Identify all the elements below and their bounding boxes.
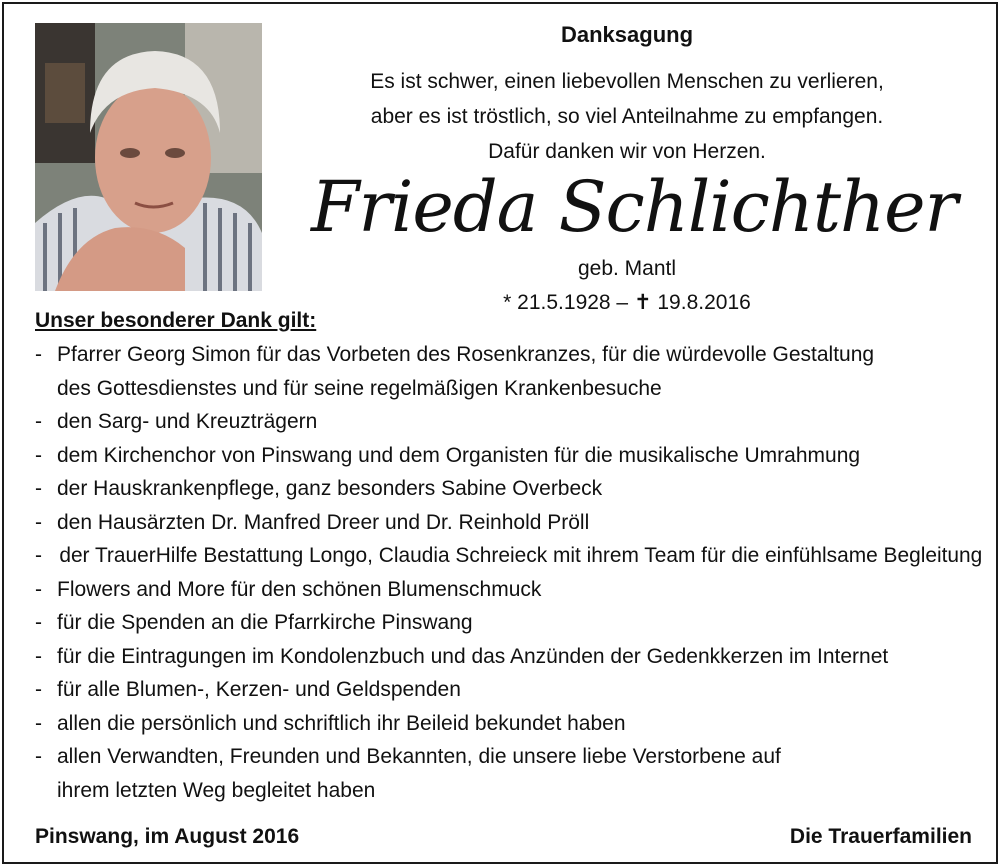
intro-line: Dafür danken wir von Herzen. <box>488 140 766 163</box>
thanks-item-line: für die Eintragungen im Kondolenzbuch und das Anzünden der Gedenkkerzen im Internet <box>57 644 889 668</box>
dash-bullet: - <box>35 343 42 366</box>
dash-bullet: - <box>35 477 42 500</box>
thanks-item-line: Pfarrer Georg Simon für das Vorbeten des Rosenkranzes, für die würdevolle Gestaltung <box>57 343 875 366</box>
deceased-name-text: Frieda Schlichther <box>310 166 958 248</box>
dash-bullet: - <box>35 745 42 768</box>
dash-bullet: - <box>35 577 42 601</box>
dash-bullet: - <box>35 510 42 534</box>
thanks-item-line: allen Verwandten, Freunden und Bekannten, die unsere liebe Verstorbene auf <box>57 745 781 768</box>
thanks-item <box>35 472 985 506</box>
thanks-item <box>35 439 985 473</box>
dash-bullet: - <box>35 410 42 433</box>
thanks-item <box>35 506 985 540</box>
deceased-name <box>284 162 984 252</box>
maiden-name: geb. Mantl <box>577 257 677 280</box>
notice-title: Danksagung <box>560 22 694 47</box>
thanks-item-line: den Sarg- und Kreuzträgern <box>57 410 318 433</box>
thanks-item-line: Flowers and More für den schönen Blumenschmuck <box>57 577 542 601</box>
dash-bullet: - <box>35 611 42 634</box>
intro-line: Es ist schwer, einen liebevollen Menschen zu verlieren, <box>370 70 884 93</box>
thanks-item-line: der TrauerHilfe Bestattung Longo, Claudia Schreieck mit ihrem Team für die einfühlsame Begleitung <box>59 544 983 567</box>
thanks-item-line: den Hausärzten Dr. Manfred Dreer und Dr. Reinhold Pröll <box>57 510 590 534</box>
thanks-item <box>35 673 985 707</box>
thanks-item <box>35 539 985 573</box>
dash-bullet: - <box>35 711 42 735</box>
dash-bullet: - <box>35 544 42 567</box>
thanks-item <box>35 606 985 640</box>
obituary-notice <box>2 2 998 864</box>
place-date: Pinswang, im August 2016 <box>35 825 300 848</box>
thanks-item-line: für die Spenden an die Pfarrkirche Pinswang <box>57 611 473 634</box>
thanks-item-line: dem Kirchenchor von Pinswang und dem Organisten für die musikalische Umrahmung <box>57 443 861 467</box>
thanks-item <box>35 707 985 741</box>
thanks-list <box>35 338 985 807</box>
life-dates: * 21.5.1928 – ✝ 19.8.2016 <box>503 291 751 314</box>
thanks-item-line: der Hauskrankenpflege, ganz besonders Sabine Overbeck <box>57 477 603 500</box>
dash-bullet: - <box>35 678 42 701</box>
thanks-item-line: allen die persönlich und schriftlich ihr Beileid bekundet haben <box>57 711 626 735</box>
dash-bullet: - <box>35 443 42 467</box>
portrait-photo <box>35 23 262 291</box>
dash-bullet: - <box>35 644 42 668</box>
thanks-heading: Unser besonderer Dank gilt: <box>35 309 317 332</box>
thanks-item-line: ihrem letzten Weg begleitet haben <box>57 778 376 802</box>
intro-text <box>274 64 980 169</box>
thanks-item <box>35 740 985 807</box>
signature: Die Trauerfamilien <box>789 825 972 848</box>
thanks-item <box>35 405 985 439</box>
thanks-item-line: des Gottesdienstes und für seine regelmäßigen Krankenbesuche <box>57 376 662 400</box>
thanks-item <box>35 640 985 674</box>
thanks-item <box>35 573 985 607</box>
thanks-item <box>35 338 985 405</box>
thanks-item-line: für alle Blumen-, Kerzen- und Geldspenden <box>57 678 461 701</box>
intro-line: aber es ist tröstlich, so viel Anteilnahme zu empfangen. <box>370 105 884 128</box>
